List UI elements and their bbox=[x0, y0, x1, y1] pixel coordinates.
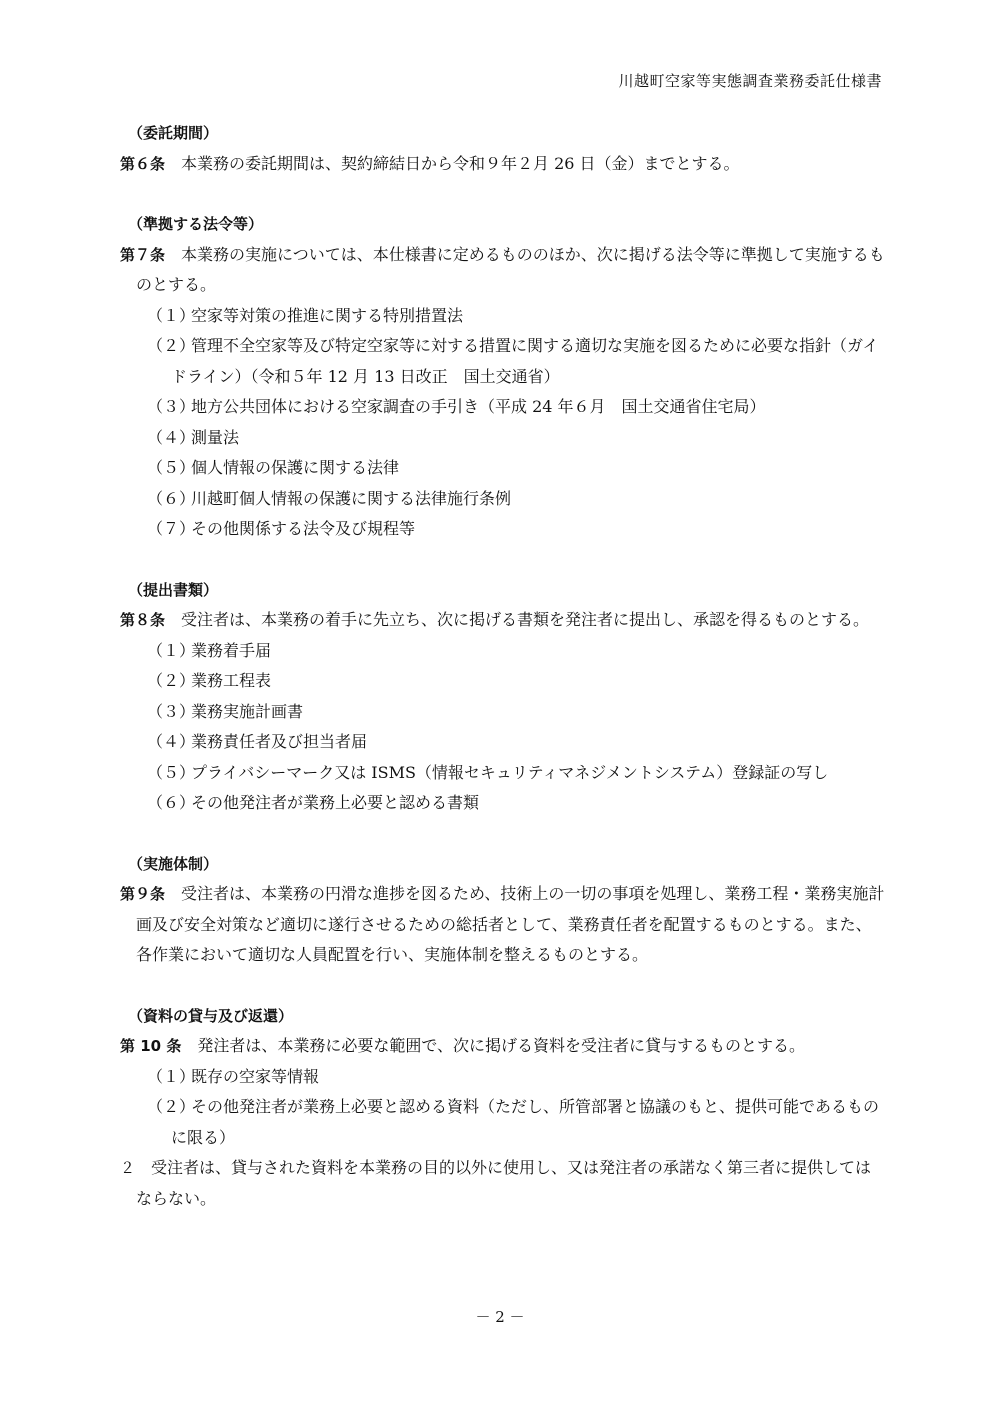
article-text: 本業務の委託期間は、契約締結日から令和９年２月 26 日（金）までとする。 bbox=[181, 153, 740, 173]
section-article-8 bbox=[120, 575, 885, 819]
item-number: （６） bbox=[147, 793, 196, 812]
item-number: （７） bbox=[147, 519, 196, 538]
section-title: （委託期間） bbox=[128, 124, 219, 142]
article-text: 受注者は、本業務の着手に先立ち、次に掲げる書類を発注者に提出し、承認を得るものとする。 bbox=[181, 610, 870, 629]
item-text: 管理不全空家等及び特定空家等に対する措置に関する適切な実施を図るために必要な指針（ガイドライン）（令和５年 12 月 13 日改正 国土交通省） bbox=[171, 336, 879, 386]
item-text: その他発注者が業務上必要と認める書類 bbox=[191, 793, 480, 812]
list-item bbox=[120, 1062, 885, 1093]
item-text: プライバシーマーク又は ISMS（情報セキュリティマネジメントシステム）登録証の写し bbox=[191, 762, 829, 782]
section-article-9 bbox=[120, 849, 885, 971]
document-header: 川越町空家等実態調査業務委託仕様書 bbox=[618, 72, 882, 90]
item-text: 川越町個人情報の保護に関する法律施行条例 bbox=[191, 488, 512, 508]
article-number: 第 10 条 bbox=[120, 1037, 182, 1055]
item-text: 業務着手届 bbox=[191, 640, 272, 660]
list-item bbox=[120, 758, 885, 789]
section-title: （資料の貸与及び返還） bbox=[128, 1006, 294, 1025]
article-paragraph bbox=[120, 1031, 885, 1062]
article-paragraph bbox=[120, 879, 885, 971]
list-item bbox=[120, 484, 885, 515]
article-text: 本業務の実施については、本仕様書に定めるもののほか、次に掲げる法令等に準拠して実施するものとする。 bbox=[136, 244, 885, 294]
item-number: （６） bbox=[147, 488, 196, 508]
document-body bbox=[120, 118, 885, 1244]
item-number: （４） bbox=[147, 427, 196, 447]
section-title: （提出書類） bbox=[128, 580, 219, 599]
list-item bbox=[120, 453, 885, 484]
list-item bbox=[120, 1092, 885, 1153]
item-number: （５） bbox=[147, 762, 196, 782]
item-number: （１） bbox=[147, 305, 196, 325]
item-text: 業務実施計画書 bbox=[191, 701, 304, 721]
article-paragraph bbox=[120, 605, 885, 636]
section-title: （準拠する法令等） bbox=[128, 215, 264, 233]
paragraph-number: ２ bbox=[120, 1159, 136, 1177]
article-paragraph bbox=[120, 240, 885, 301]
paragraph-text: 受注者は、貸与された資料を本業務の目的以外に使用し、又は発注者の承諾なく第三者に提供してはならない。 bbox=[136, 1158, 872, 1208]
article-text: 発注者は、本業務に必要な範囲で、次に掲げる資料を受注者に貸与するものとする。 bbox=[197, 1036, 806, 1055]
article-text: 受注者は、本業務の円滑な進捗を図るため、技術上の一切の事項を処理し、業務工程・業務実施計画及び安全対策など適切に遂行させるための総括者として、業務責任者を配置するものとする。また、各作業において適切な人員配置を行い、実施体制を整えるものとする。 bbox=[136, 884, 885, 964]
list-item bbox=[120, 727, 885, 758]
item-number: （３） bbox=[147, 701, 196, 721]
list-item bbox=[120, 423, 885, 454]
item-number: （５） bbox=[147, 458, 196, 477]
list-item bbox=[120, 636, 885, 667]
article-number: 第６条 bbox=[120, 154, 166, 173]
article-paragraph-2 bbox=[120, 1153, 885, 1214]
item-text: 地方公共団体における空家調査の手引き（平成 24 年６月 国土交通省住宅局） bbox=[191, 397, 766, 416]
article-number: 第９条 bbox=[120, 885, 166, 903]
item-text: その他関係する法令及び規程等 bbox=[191, 519, 416, 538]
section-article-6 bbox=[120, 118, 885, 179]
list-item bbox=[120, 514, 885, 545]
article-number: 第８条 bbox=[120, 611, 166, 629]
item-text: 既存の空家等情報 bbox=[191, 1066, 320, 1086]
item-text: 業務工程表 bbox=[191, 671, 272, 690]
item-text: 測量法 bbox=[191, 427, 240, 447]
item-number: （２） bbox=[147, 1097, 196, 1116]
item-text: その他発注者が業務上必要と認める資料（ただし、所管部署と協議のもと、提供可能であるものに限る） bbox=[171, 1097, 880, 1147]
item-text: 業務責任者及び担当者届 bbox=[191, 732, 368, 751]
item-number: （２） bbox=[147, 336, 196, 355]
list-item bbox=[120, 666, 885, 697]
list-item bbox=[120, 788, 885, 819]
item-number: （３） bbox=[147, 397, 196, 416]
article-paragraph bbox=[120, 149, 885, 180]
article-number: 第７条 bbox=[120, 245, 166, 264]
page-number: － 2 － bbox=[475, 1308, 525, 1326]
list-item bbox=[120, 697, 885, 728]
item-number: （４） bbox=[147, 732, 196, 751]
section-title: （実施体制） bbox=[128, 854, 219, 873]
list-item bbox=[120, 331, 885, 392]
list-item bbox=[120, 392, 885, 423]
item-text: 個人情報の保護に関する法律 bbox=[191, 458, 400, 477]
item-number: （１） bbox=[147, 1066, 196, 1086]
section-article-7 bbox=[120, 209, 885, 545]
section-article-10 bbox=[120, 1001, 885, 1215]
item-number: （１） bbox=[147, 640, 196, 660]
list-item bbox=[120, 301, 885, 332]
item-text: 空家等対策の推進に関する特別措置法 bbox=[191, 305, 464, 325]
item-number: （２） bbox=[147, 671, 196, 690]
